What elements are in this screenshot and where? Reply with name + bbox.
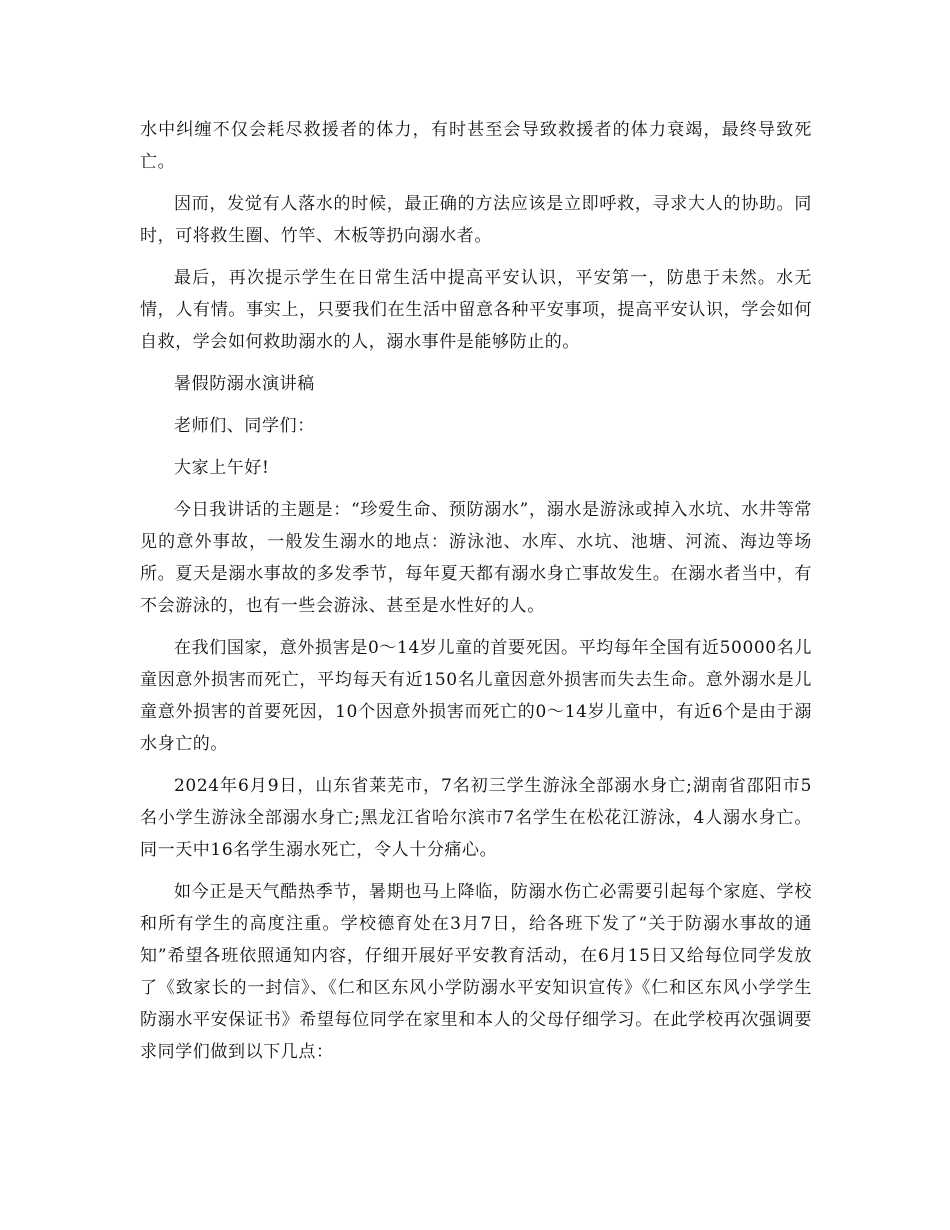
paragraph-statistics: 在我们国家，意外损害是0～14岁儿童的首要死因。平均每年全国有近50000名儿童因意外损害而死亡，平均每天有近150名儿童因意外损害而失去生命。意外溺水是儿童意外损害的首要死因，10个因意外损害而死亡的0～14岁儿童中，有近6个是由于溺水身亡的。: [140, 638, 812, 754]
document-body: [140, 114, 812, 1078]
speech-greeting: 大家上午好!: [174, 458, 270, 478]
paragraph-rescue-advice: 因而，发觉有人落水的时候，最正确的方法应该是立即呼救，寻求大人的协助。同时，可将救生圈、竹竿、木板等扔向溺水者。: [140, 194, 812, 246]
paragraph-incident: 2024年6月9日，山东省莱芜市，7名初三学生游泳全部溺水身亡;湖南省邵阳市5名小学生游泳全部溺水身亡;黑龙江省哈尔滨市7名学生在松花江游泳，4人溺水身亡。同一天中16名学生溺水死亡，令人十分痛心。: [140, 776, 812, 860]
speech-title: 暑假防溺水演讲稿: [174, 374, 315, 394]
paragraph-continuation: 水中纠缠不仅会耗尽救援者的体力，有时甚至会导致救援者的体力衰竭，最终导致死亡。: [140, 120, 812, 172]
paragraph-topic: 今日我讲话的主题是：“珍爱生命、预防溺水”，溺水是游泳或掉入水坑、水井等常见的意外事故，一般发生溺水的地点：游泳池、水库、水坑、池塘、河流、海边等场所。夏天是溺水事故的多发季节，每年夏天都有溺水身亡事故发生。在溺水者当中，有不会游泳的，也有一些会游泳、甚至是水性好的人。: [140, 500, 812, 616]
paragraph-school-notice: 如今正是天气酷热季节，暑期也马上降临，防溺水伤亡必需要引起每个家庭、学校和所有学生的高度注重。学校德育处在3月7日，给各班下发了“关于防溺水事故的通知”希望各班依照通知内容，仔细开展好平安教育活动，在6月15日又给每位同学发放了《致家长的一封信》、《仁和区东风小学防溺水平安知识宣传》《仁和区东风小学学生防溺水平安保证书》希望每位同学在家里和本人的父母仔细学习。在此学校再次强调要求同学们做到以下几点：: [140, 882, 812, 1062]
paragraph-safety-reminder: 最后，再次提示学生在日常生活中提高平安认识，平安第一，防患于未然。水无情，人有情。事实上，只要我们在生活中留意各种平安事项，提高平安认识，学会如何自救，学会如何救助溺水的人，溺水事件是能够防止的。: [140, 268, 812, 352]
speech-salutation: 老师们、同学们：: [174, 416, 315, 436]
